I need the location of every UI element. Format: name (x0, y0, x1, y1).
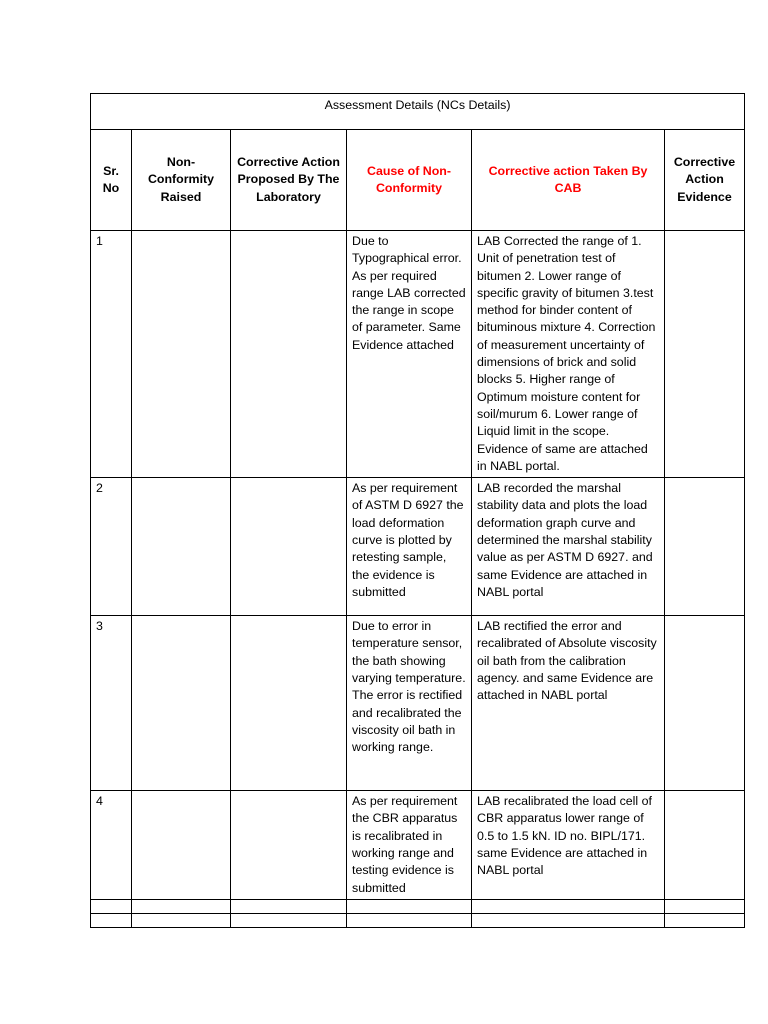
cell-evidence (665, 791, 745, 900)
cell-nc (132, 231, 231, 478)
cell-proposed (231, 478, 347, 616)
cell-action: LAB Corrected the range of 1. Unit of penetration test of bitumen 2. Lower range of specific gravity of bitumen 3.test method for binder content of bituminous mixture 4. Correction of measurement uncertainty of dimensions of brick and solid blocks 5. Higher range of Optimum moisture content for soil/murum 6. Lower range of Liquid limit in the scope. Evidence of same are attached in NABL portal. (472, 231, 665, 478)
header-evidence: Corrective Action Evidence (665, 130, 745, 231)
cell-action: LAB recalibrated the load cell of CBR apparatus lower range of 0.5 to 1.5 kN. ID no. BIPL/171. same Evidence are attached in NABL portal (472, 791, 665, 900)
header-action-taken: Corrective action Taken By CAB (472, 130, 665, 231)
cell-proposed (231, 616, 347, 791)
cell-evidence (665, 231, 745, 478)
cell-nc (132, 478, 231, 616)
cell-evidence (665, 616, 745, 791)
cell-action: LAB recorded the marshal stability data and plots the load deformation graph curve and determined the marshal stability value as per ASTM D 6927. and same Evidence are attached in NABL portal (472, 478, 665, 616)
table-row (91, 616, 745, 791)
cell-sr: 3 (91, 616, 132, 791)
table-row (91, 231, 745, 478)
header-row (91, 130, 745, 231)
cell-action: LAB rectified the error and recalibrated of Absolute viscosity oil bath from the calibration agency. and same Evidence are attached in NABL portal (472, 616, 665, 791)
cell-sr: 1 (91, 231, 132, 478)
table-row (91, 478, 745, 616)
nc-details-table (90, 93, 745, 928)
header-sr-no: Sr. No (91, 130, 132, 231)
cell-nc (132, 791, 231, 900)
header-non-conformity: Non-Conformity Raised (132, 130, 231, 231)
header-cause: Cause of Non-Conformity (347, 130, 472, 231)
header-corrective-action-proposed: Corrective Action Proposed By The Laboratory (231, 130, 347, 231)
empty-row (91, 913, 745, 927)
cell-cause: Due to error in temperature sensor, the bath showing varying temperature. The error is rectified and recalibrated the viscosity oil bath in working range. (347, 616, 472, 791)
cell-evidence (665, 478, 745, 616)
cell-proposed (231, 231, 347, 478)
table-row (91, 791, 745, 900)
cell-cause: Due to Typographical error. As per required range LAB corrected the range in scope of parameter. Same Evidence attached (347, 231, 472, 478)
table-title: Assessment Details (NCs Details) (91, 94, 745, 130)
cell-cause: As per requirement the CBR apparatus is recalibrated in working range and testing evidence is submitted (347, 791, 472, 900)
cell-sr: 2 (91, 478, 132, 616)
cell-proposed (231, 791, 347, 900)
cell-nc (132, 616, 231, 791)
empty-row (91, 899, 745, 913)
cell-sr: 4 (91, 791, 132, 900)
cell-cause: As per requirement of ASTM D 6927 the load deformation curve is plotted by retesting sample, the evidence is submitted (347, 478, 472, 616)
